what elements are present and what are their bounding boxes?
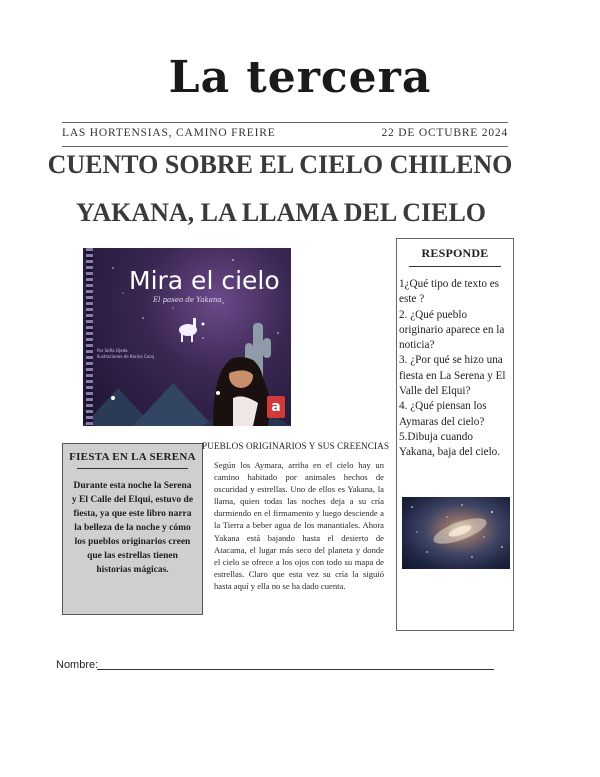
pueblos-title: PUEBLOS ORIGINARIOS Y SUS CREENCIAS (202, 441, 390, 451)
dateline-location: LAS HORTENSIAS, CAMINO FREIRE (62, 127, 276, 139)
header-top-rule (62, 122, 508, 123)
dateline-date: 22 DE OCTUBRE 2024 (381, 127, 508, 139)
cover-credit-illustrator: Ilustraciones de Karina Cocq (97, 354, 154, 359)
galaxy-art (402, 497, 510, 569)
fiesta-divider (77, 468, 188, 469)
headline-main: CUENTO SOBRE EL CIELO CHILENO (47, 150, 513, 179)
cover-credit-author: Por Sofia Ojeda (97, 348, 128, 353)
cover-pattern-border (86, 248, 93, 426)
dateline (62, 127, 508, 139)
question-item: 1¿Qué tipo de texto es este ? (399, 278, 500, 306)
fiesta-box (62, 443, 203, 615)
question-item: 3. ¿Por qué se hizo una fiesta en La Serena y El Valle del Elqui? (399, 354, 506, 398)
responde-title: RESPONDE (421, 246, 489, 260)
question-item: 2. ¿Qué pueblo originario aparece en la noticia? (399, 308, 505, 352)
name-input-line[interactable] (97, 669, 494, 670)
cover-title: Mira el cielo (129, 266, 280, 295)
question-list (399, 277, 511, 461)
name-label: Nombre: (56, 659, 99, 671)
cover-credits (97, 348, 154, 360)
fiesta-text: Durante esta noche la Serena y El Calle del Elqui, estuvo de fiesta, ya que este libro narra la belleza de la noche y cómo los pueblos originarios creen que las estrellas tienen historias mágicas. (71, 481, 194, 575)
question-item: 5.Dibuja cuando Yakana, baja del cielo. (399, 430, 501, 459)
book-cover-image (83, 248, 291, 426)
newspaper-masthead: La tercera (168, 52, 432, 103)
responde-box (396, 238, 514, 631)
publisher-logo: a (267, 396, 285, 418)
headline-sub: YAKANA, LA LLAMA DEL CIELO (75, 198, 487, 227)
galaxy-image (402, 497, 510, 569)
pueblos-text: Según los Aymara, arriba en el cielo hay un camino habitado por animales hechos de oscuridad y estrellas. Uno de ellos es Yakana, la llama, quien todas las noches deja a su cría durmiendo en el firmamento y luego desciende a la Tierra a beber agua de los manantiales. Ahora Yakana está bajando hasta el desierto de Atacama, el lugar más seco del planeta y donde el cielo se ofrece a los ojos con todo su mapa de estrellas. Claro que esta vez su cría la siguió hasta aquí y ella no se ha dado cuenta. (214, 460, 384, 591)
header-bottom-rule (62, 146, 508, 147)
fiesta-title: FIESTA EN LA SERENA (69, 451, 196, 463)
question-item: 4. ¿Qué piensan los Aymaras del cielo? (399, 400, 487, 428)
cover-subtitle: El paseo de Yakana (153, 296, 222, 304)
responde-divider (409, 266, 501, 267)
